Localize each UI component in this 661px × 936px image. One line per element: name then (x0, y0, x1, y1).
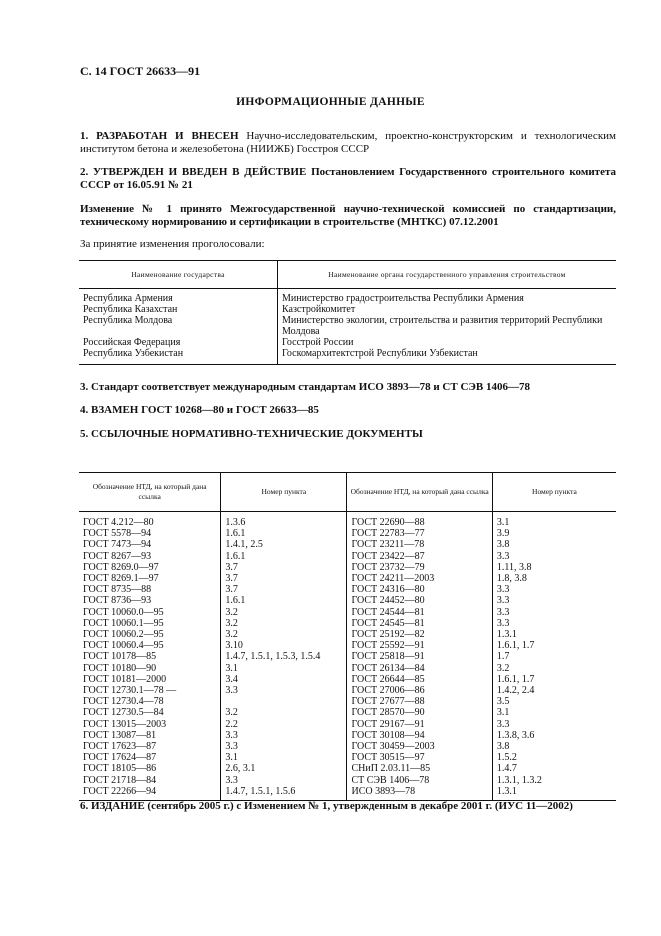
voted-label: За принятие изменения проголосовали: (80, 238, 265, 250)
refs-table-row (79, 512, 616, 529)
ref-doc-cell: ГОСТ 24211—2003 (347, 573, 492, 584)
refs-table-row (79, 730, 616, 741)
organ-name-cell: Госкомархитектстрой Республики Узбекистан (282, 348, 478, 359)
organ-name-cell: Министерство экологии, строительства и развития территорий Республики Молдова (282, 315, 603, 337)
ref-doc-cell: ГОСТ 17623—87 (79, 741, 221, 752)
refs-table-row (79, 775, 616, 786)
item-2 (80, 166, 616, 192)
ref-doc-cell: ГОСТ 13015—2003 (79, 719, 221, 730)
ref-doc-cell: ГОСТ 12730.5—84 (79, 707, 221, 718)
ref-doc-cell: ГОСТ 10060.4—95 (79, 640, 221, 651)
ref-doc-cell: ГОСТ 30108—94 (347, 730, 492, 741)
ref-point-cell: 1.3.1 (496, 629, 517, 641)
ref-point-cell: 3.1 (221, 663, 347, 674)
states-table-row (79, 315, 616, 337)
refs-header-doc-2: Обозначение НТД, на который дана ссылка (347, 473, 492, 512)
ref-doc-cell: ГОСТ 23732—79 (347, 562, 492, 573)
ref-point-cell: 3.7 (221, 584, 347, 595)
states-table-row (79, 337, 616, 348)
state-name-cell: Российская Федерация (79, 337, 278, 348)
refs-table-row (79, 562, 616, 573)
refs-table-row (79, 551, 616, 562)
ref-doc-cell: ГОСТ 24452—80 (347, 595, 492, 606)
ref-point-cell: 3.9 (496, 528, 510, 540)
ref-doc-cell: ГОСТ 26644—85 (347, 674, 492, 685)
ref-doc-cell: ГОСТ 21718—84 (79, 775, 221, 786)
ref-doc-cell: СНиП 2.03.11—85 (347, 763, 492, 774)
item-1-text: Научно-исследовательским, проектно-конструкторским и технологическим институтом бетона и железобетона (НИИЖБ) Госстроя СССР (80, 130, 617, 155)
refs-table-row (79, 539, 616, 550)
states-table-row (79, 289, 616, 305)
states-table-row (79, 348, 616, 365)
ref-doc-cell: ГОСТ 27006—86 (347, 685, 492, 696)
state-name-cell: Республика Казахстан (79, 304, 278, 315)
ref-point-cell: 1.3.1, 1.3.2 (496, 774, 542, 786)
refs-table-row (79, 651, 616, 662)
item-1 (80, 130, 616, 156)
ref-doc-cell: ГОСТ 7473—94 (79, 539, 221, 550)
ref-point-cell: 3.3 (496, 584, 510, 596)
ref-point-cell: 1.6.1 (221, 551, 347, 562)
ref-doc-cell: ГОСТ 13087—81 (79, 730, 221, 741)
ref-doc-cell: ГОСТ 10060.1—95 (79, 618, 221, 629)
ref-point-cell: 3.4 (221, 674, 347, 685)
ref-doc-cell: ГОСТ 17624—87 (79, 752, 221, 763)
refs-table-row (79, 674, 616, 685)
organ-name-cell: Казстройкомитет (282, 304, 356, 315)
ref-doc-cell: ГОСТ 24544—81 (347, 607, 492, 618)
item-2-text: Постановлением Государственного строительного комитета СССР от 16.05.91 № 21 (80, 166, 616, 191)
ref-point-cell: 1.7 (496, 651, 510, 663)
refs-table-row (79, 528, 616, 539)
ref-doc-cell: ГОСТ 18105—86 (79, 763, 221, 774)
state-name-cell: Республика Армения (79, 289, 278, 305)
ref-doc-cell: ГОСТ 10178—85 (79, 651, 221, 662)
ref-point-cell: 3.1 (221, 752, 347, 763)
refs-table-row (79, 741, 616, 752)
ref-point-cell: 1.6.1, 1.7 (496, 673, 535, 685)
refs-table-row (79, 707, 616, 718)
item-1-head: 1. РАЗРАБОТАН И ВНЕСЕН (80, 130, 239, 142)
ref-point-cell: 2.6, 3.1 (221, 763, 347, 774)
ref-point-cell: 3.1 (496, 707, 510, 719)
organ-name-cell: Госстрой России (282, 337, 354, 348)
ref-point-cell: 3.1 (496, 517, 510, 528)
refs-table-row (79, 685, 616, 696)
ref-point-cell: 1.4.7 (496, 763, 517, 775)
ref-doc-cell: ГОСТ 10181—2000 (79, 674, 221, 685)
ref-doc-cell: ГОСТ 22783—77 (347, 528, 492, 539)
ref-point-cell: 3.2 (496, 662, 510, 674)
refs-table-row (79, 752, 616, 763)
ref-point-cell: 3.3 (221, 775, 347, 786)
states-header-state: Наименование государства (79, 261, 278, 289)
organ-name-cell: Министерство градостроительства Республики Армения (282, 293, 524, 304)
ref-point-cell: 3.3 (496, 606, 510, 618)
ref-point-cell: 1.6.1 (221, 595, 347, 606)
refs-header-point-2: Номер пункта (492, 473, 616, 512)
ref-doc-cell: ГОСТ 25192—82 (347, 629, 492, 640)
ref-doc-cell: ГОСТ 10180—90 (79, 663, 221, 674)
ref-point-cell: 3.3 (221, 741, 347, 752)
ref-doc-cell: ГОСТ 24545—81 (347, 618, 492, 629)
ref-doc-cell: ГОСТ 8735—88 (79, 584, 221, 595)
refs-header-doc-1: Обозначение НТД, на который дана ссылка (79, 473, 221, 512)
ref-doc-cell: ГОСТ 30459—2003 (347, 741, 492, 752)
state-name-cell: Республика Молдова (79, 315, 278, 337)
refs-table-row (79, 573, 616, 584)
ref-point-cell: 1.6.1 (221, 528, 347, 539)
ref-point-cell (221, 696, 347, 707)
ref-doc-cell: ГОСТ 25818—91 (347, 651, 492, 662)
refs-table-row (79, 595, 616, 606)
ref-point-cell: 3.3 (221, 685, 347, 696)
ref-point-cell: 3.3 (496, 595, 510, 607)
ref-doc-cell: ГОСТ 23211—78 (347, 539, 492, 550)
ref-point-cell: 1.4.7, 1.5.1, 1.5.3, 1.5.4 (221, 651, 347, 662)
ref-doc-cell: СТ СЭВ 1406—78 (347, 775, 492, 786)
ref-point-cell: 3.8 (496, 539, 510, 551)
item-6: 6. ИЗДАНИЕ (сентябрь 2005 г.) с Изменением № 1, утвержденным в декабре 2001 г. (ИУС 11—2002) (80, 800, 573, 812)
refs-table-row (79, 719, 616, 730)
ref-point-cell: 1.4.1, 2.5 (221, 539, 347, 550)
ref-point-cell: 3.2 (221, 707, 347, 718)
ref-doc-cell: ГОСТ 23422—87 (347, 551, 492, 562)
states-table (79, 260, 616, 365)
ref-point-cell: 2.2 (221, 719, 347, 730)
item-5: 5. ССЫЛОЧНЫЕ НОРМАТИВНО-ТЕХНИЧЕСКИЕ ДОКУМЕНТЫ (80, 428, 423, 440)
item-3: 3. Стандарт соответствует международным стандартам ИСО 3893—78 и СТ СЭВ 1406—78 (80, 381, 530, 393)
ref-point-cell: 1.6.1, 1.7 (496, 640, 535, 652)
ref-point-cell: 3.3 (496, 718, 510, 730)
ref-point-cell: 3.8 (496, 741, 510, 753)
refs-table-row (79, 629, 616, 640)
ref-point-cell: 1.3.6 (221, 512, 347, 529)
refs-table-row (79, 584, 616, 595)
ref-doc-cell: ГОСТ 12730.1—78 — (79, 685, 221, 696)
amendment-note: Изменение № 1 принято Межгосударственной научно-технической комиссией по стандартизации, техническому нормированию и сертификации в строительстве (МНТКС) 07.12.2001 (80, 203, 616, 228)
ref-point-cell: 1.4.7, 1.5.1, 1.5.6 (221, 786, 347, 801)
ref-point-cell: 3.3 (496, 617, 510, 629)
ref-point-cell: 1.4.2, 2.4 (496, 685, 535, 697)
ref-doc-cell: ИСО 3893—78 (347, 786, 492, 801)
refs-table (79, 472, 616, 801)
ref-doc-cell: ГОСТ 5578—94 (79, 528, 221, 539)
states-header-organ: Наименование органа государственного управления строительством (278, 261, 617, 289)
ref-doc-cell: ГОСТ 8269.1—97 (79, 573, 221, 584)
state-name-cell: Республика Узбекистан (79, 348, 278, 365)
item-4: 4. ВЗАМЕН ГОСТ 10268—80 и ГОСТ 26633—85 (80, 404, 319, 416)
ref-doc-cell: ГОСТ 28570—90 (347, 707, 492, 718)
refs-table-row (79, 763, 616, 774)
states-table-header (79, 261, 616, 289)
states-table-row (79, 304, 616, 315)
refs-table-row (79, 640, 616, 651)
ref-doc-cell: ГОСТ 10060.2—95 (79, 629, 221, 640)
ref-doc-cell: ГОСТ 8269.0—97 (79, 562, 221, 573)
refs-table-row (79, 696, 616, 707)
ref-point-cell: 3.7 (221, 562, 347, 573)
ref-point-cell: 1.3.8, 3.6 (496, 729, 535, 741)
refs-table-row (79, 663, 616, 674)
refs-header-point-1: Номер пункта (221, 473, 347, 512)
ref-point-cell: 1.11, 3.8 (496, 561, 532, 573)
ref-doc-cell: ГОСТ 29167—91 (347, 719, 492, 730)
ref-point-cell: 3.2 (221, 629, 347, 640)
page-title: ИНФОРМАЦИОННЫЕ ДАННЫЕ (236, 96, 425, 108)
ref-doc-cell: ГОСТ 10060.0—95 (79, 607, 221, 618)
ref-point-cell: 3.3 (496, 550, 510, 562)
ref-point-cell: 3.7 (221, 573, 347, 584)
ref-point-cell: 3.5 (496, 696, 510, 708)
ref-point-cell: 3.2 (221, 607, 347, 618)
ref-doc-cell: ГОСТ 30515—97 (347, 752, 492, 763)
ref-point-cell: 3.2 (221, 618, 347, 629)
item-2-head: 2. УТВЕРЖДЕН И ВВЕДЕН В ДЕЙСТВИЕ (80, 166, 307, 178)
ref-point-cell: 3.10 (221, 640, 347, 651)
ref-doc-cell: ГОСТ 4.212—80 (79, 512, 221, 529)
refs-table-header (79, 473, 616, 512)
ref-doc-cell: ГОСТ 26134—84 (347, 663, 492, 674)
ref-doc-cell: ГОСТ 25592—91 (347, 640, 492, 651)
ref-doc-cell: ГОСТ 24316—80 (347, 584, 492, 595)
refs-table-row (79, 618, 616, 629)
ref-doc-cell: ГОСТ 8267—93 (79, 551, 221, 562)
ref-doc-cell: ГОСТ 22266—94 (79, 786, 221, 801)
refs-table-row (79, 607, 616, 618)
ref-point-cell: 1.3.1 (496, 785, 517, 797)
page-header: С. 14 ГОСТ 26633—91 (80, 64, 201, 78)
ref-point-cell: 1.8, 3.8 (496, 573, 527, 585)
ref-doc-cell: ГОСТ 27677—88 (347, 696, 492, 707)
ref-doc-cell: ГОСТ 22690—88 (347, 512, 492, 529)
ref-doc-cell: ГОСТ 8736—93 (79, 595, 221, 606)
ref-point-cell: 3.3 (221, 730, 347, 741)
refs-table-row (79, 786, 616, 801)
ref-point-cell: 1.5.2 (496, 752, 517, 764)
ref-doc-cell: ГОСТ 12730.4—78 (79, 696, 221, 707)
